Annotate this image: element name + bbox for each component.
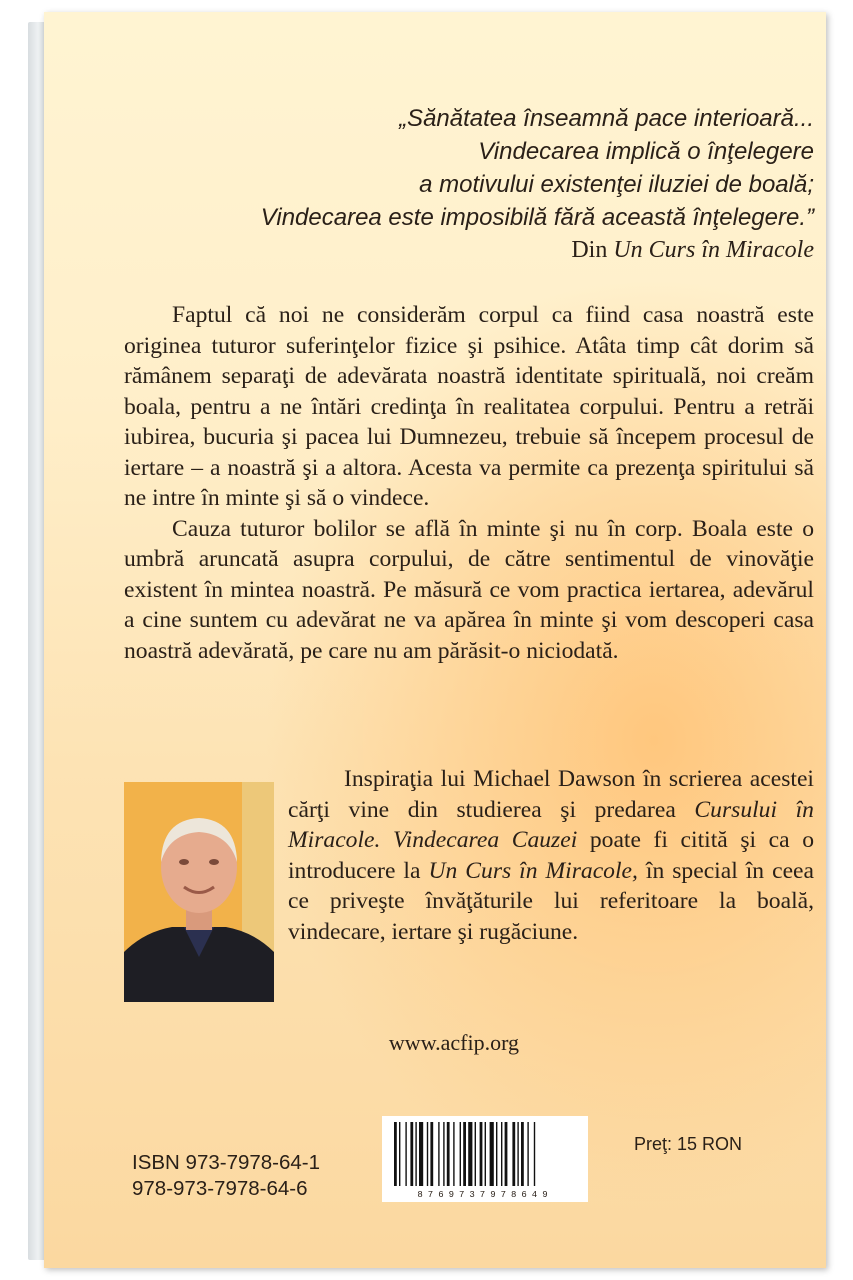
isbn-block <box>132 1150 320 1202</box>
barcode-bar <box>517 1122 518 1186</box>
epigraph-quote <box>184 102 814 267</box>
barcode-bar <box>468 1122 472 1186</box>
quote-line: Vindecarea implică o înţelegere <box>478 138 814 165</box>
barcode-bar <box>419 1122 423 1186</box>
isbn-10: ISBN 973-7978-64-1 <box>132 1151 321 1174</box>
barcode-digits: 8769737978649 <box>417 1190 553 1200</box>
barcode-bar <box>463 1122 466 1186</box>
barcode <box>382 1116 588 1202</box>
quote-source: Din Un Curs în Miracole <box>571 237 814 263</box>
quote-line: Vindecarea este imposibilă fără această înţelegere.” <box>260 204 814 231</box>
barcode-bar <box>460 1122 461 1186</box>
barcode-bar <box>490 1122 494 1186</box>
barcode-bar <box>405 1122 406 1186</box>
barcode-bar <box>453 1122 454 1186</box>
barcode-bar <box>410 1122 413 1186</box>
barcode-bar <box>430 1122 433 1186</box>
barcode-bar <box>415 1122 416 1186</box>
author-portrait-image <box>124 782 274 1002</box>
barcode-bar <box>475 1122 476 1186</box>
barcode-bar <box>521 1122 524 1186</box>
barcode-bar <box>512 1122 515 1186</box>
barcode-bar <box>527 1122 528 1186</box>
barcode-bar <box>443 1122 444 1186</box>
barcode-bar <box>447 1122 450 1186</box>
barcode-bar <box>496 1122 497 1186</box>
price-label: Preţ: 15 RON <box>634 1134 743 1154</box>
author-bio-paragraph: Inspiraţia lui Michael Dawson în scrierea acestei cărţi vine din studierea şi predarea Cursului în Miracole. Vindecarea Cauzei poate fi citită şi ca o introducere la Un Curs în Miracole, în special în ceea ce priveşte învăţăturile lui referitoare la boală, vindecare, iertare şi rugăciune. <box>288 766 814 945</box>
barcode-bar <box>427 1122 428 1186</box>
quote-line: a motivului existenţei iluziei de boală; <box>419 171 814 198</box>
quote-line: „Sănătatea înseamnă pace interioară... <box>399 105 814 132</box>
blurb-paragraph: Faptul că noi ne considerăm corpul ca fiind casa noastră este originea tuturor suferinţelor fizice şi psihice. Atâta timp cât dorim să rămânem separaţi de adevărata noastră identitate spirituală, noi creăm boala, pentru a ne întări credinţa în realitatea corpului. Pentru a retrăi iubirea, bucuria şi pacea lui Dumnezeu, trebuie să începem procesul de iertare – a noastră şi a altora. Acesta va permite ca prezenţa spiritului să ne intre în minte şi să o vindece. <box>124 302 814 511</box>
quote-source-title: Un Curs în Miracole <box>613 237 814 263</box>
barcode-bar <box>438 1122 439 1186</box>
barcode-bar <box>505 1122 508 1186</box>
isbn-13: 978-973-7978-64-6 <box>132 1177 308 1200</box>
barcode-bar <box>501 1122 502 1186</box>
cover-panel <box>44 12 826 1268</box>
barcode-bar <box>485 1122 486 1186</box>
barcode-bar <box>534 1122 535 1186</box>
blurb-body <box>124 300 814 666</box>
author-bio <box>288 764 814 947</box>
barcode-bar <box>394 1122 397 1186</box>
barcode-bar <box>480 1122 483 1186</box>
author-photo <box>124 782 274 1002</box>
website-url: www.acfip.org <box>388 1030 520 1055</box>
blurb-paragraph: Cauza tuturor bolilor se află în minte şi nu în corp. Boala este o umbră aruncată asupra corpului, de către sentimentul de vinovăţie existent în mintea noastră. Pe măsură ce vom practica iertarea, adevărul a cine suntem cu adevărat ne va apărea în minte şi vom descoperi casa noastră adevărată, pe care nu am părăsit-o niciodată. <box>124 515 814 664</box>
barcode-bar <box>399 1122 400 1186</box>
